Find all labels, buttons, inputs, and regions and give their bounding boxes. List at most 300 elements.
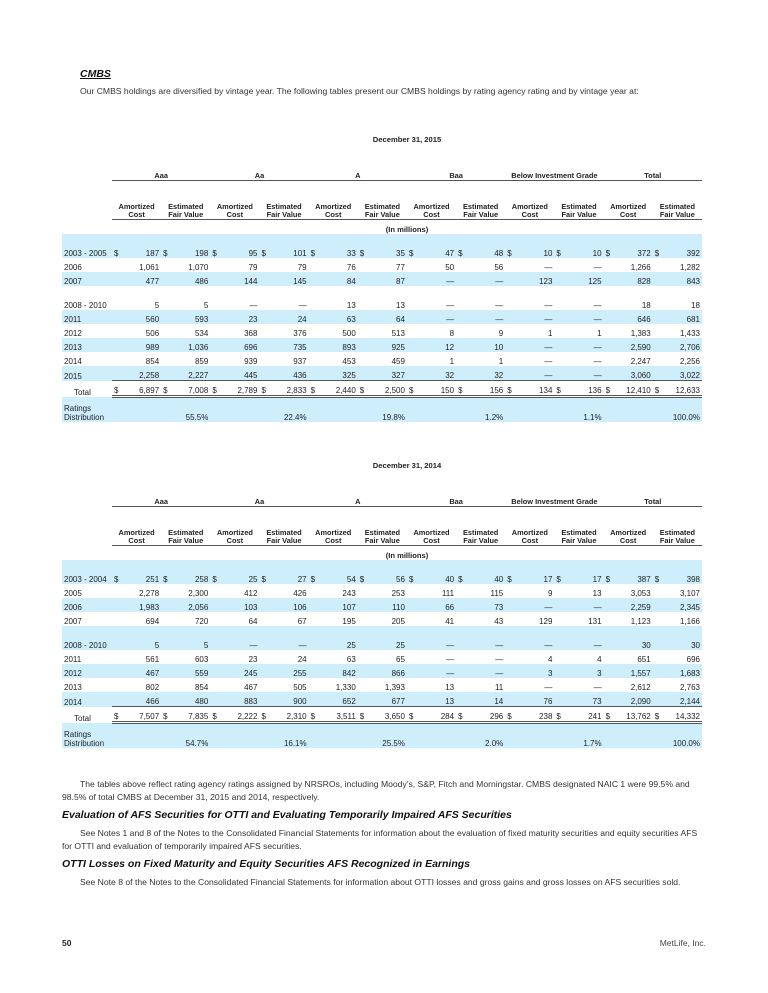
value: 2,833 xyxy=(286,386,307,395)
value-cell xyxy=(604,598,653,612)
value-cell xyxy=(505,598,554,612)
value: 1,266 xyxy=(630,263,651,272)
value: 14 xyxy=(494,697,504,706)
section-heading: CMBS xyxy=(80,68,111,80)
value: 372 xyxy=(637,249,651,258)
table-row xyxy=(62,258,702,272)
group-header-row xyxy=(62,144,702,181)
value: 2,227 xyxy=(188,371,209,380)
value: 2,789 xyxy=(237,386,258,395)
value-cell xyxy=(358,692,407,707)
value-cell xyxy=(358,338,407,352)
value-cell xyxy=(210,626,259,650)
value: 32 xyxy=(494,371,504,380)
value: — xyxy=(298,301,307,310)
dollar-sign: $ xyxy=(605,575,611,584)
row-label: Ratings Distribution xyxy=(62,723,112,749)
dollar-sign: $ xyxy=(212,712,217,721)
value: 2,256 xyxy=(679,357,700,366)
value-cell xyxy=(456,258,505,272)
value-cell xyxy=(554,324,603,338)
value: — xyxy=(593,301,602,310)
value-cell xyxy=(161,286,210,310)
value-cell xyxy=(456,664,505,678)
value-cell xyxy=(456,352,505,366)
value: 3,022 xyxy=(679,371,700,380)
value-cell xyxy=(653,272,702,286)
dollar-sign: $ xyxy=(310,575,316,584)
value: — xyxy=(446,301,455,310)
value-cell xyxy=(554,338,603,352)
dollar-sign: $ xyxy=(261,575,266,584)
value-cell xyxy=(653,258,702,272)
value-cell xyxy=(653,310,702,324)
value: 559 xyxy=(194,669,209,678)
value: 54 xyxy=(346,575,356,584)
value-cell xyxy=(259,584,308,598)
value-cell xyxy=(112,692,161,707)
value-cell xyxy=(554,286,603,310)
value-cell xyxy=(161,366,210,381)
value: 187 xyxy=(145,249,160,258)
value-cell xyxy=(456,310,505,324)
value-cell xyxy=(604,286,653,310)
value: 63 xyxy=(346,655,356,664)
dollar-sign: $ xyxy=(212,249,217,258)
value: 7,008 xyxy=(188,386,209,395)
value-cell xyxy=(554,612,603,626)
value-cell xyxy=(554,664,603,678)
value: 2,144 xyxy=(679,697,700,706)
value-cell xyxy=(604,338,653,352)
value-cell xyxy=(653,650,702,664)
value: 284 xyxy=(440,712,455,721)
value: 8 xyxy=(449,329,455,338)
value: — xyxy=(249,641,258,650)
value-cell xyxy=(456,584,505,598)
value: 67 xyxy=(297,617,307,626)
ratings-value: 1.1% xyxy=(554,397,603,423)
value-cell xyxy=(456,286,505,310)
value-cell xyxy=(259,707,308,723)
dollar-sign: $ xyxy=(163,249,168,258)
value-cell xyxy=(161,707,210,723)
value: — xyxy=(544,343,553,352)
value: 65 xyxy=(396,655,405,664)
value-cell xyxy=(456,560,505,584)
value: 134 xyxy=(539,386,553,395)
value: 1,036 xyxy=(188,343,209,352)
value: 486 xyxy=(194,277,209,286)
group-header: A xyxy=(309,470,407,507)
value: 7,835 xyxy=(188,712,209,721)
row-label: 2003 - 2005 xyxy=(62,234,112,258)
value-cell xyxy=(407,584,456,598)
ratings-value: 55.5% xyxy=(161,397,210,423)
value: — xyxy=(446,669,455,678)
value: 802 xyxy=(145,683,160,692)
value: 111 xyxy=(441,589,455,598)
value-cell xyxy=(161,664,210,678)
units-row xyxy=(62,220,702,235)
value-cell xyxy=(259,678,308,692)
column-header-estimated-fair-value: Estimated Fair Value xyxy=(161,181,210,220)
dollar-sign: $ xyxy=(261,386,266,395)
value: 17 xyxy=(592,575,602,584)
value-cell xyxy=(210,338,259,352)
value: 10 xyxy=(494,343,504,352)
value: 195 xyxy=(342,617,356,626)
total-row xyxy=(62,381,702,397)
value-cell xyxy=(604,707,653,723)
empty-cell xyxy=(112,397,161,423)
value: 3,053 xyxy=(630,589,651,598)
units-label: (In millions) xyxy=(385,225,429,234)
value-cell xyxy=(653,707,702,723)
value: 937 xyxy=(293,357,307,366)
value: 6,897 xyxy=(139,386,160,395)
value-cell xyxy=(112,612,161,626)
group-header: Aaa xyxy=(112,144,210,181)
row-label: 2006 xyxy=(64,263,82,272)
column-header-amortized-cost: Amortized Cost xyxy=(604,507,653,546)
value: 3,650 xyxy=(384,712,405,721)
value: 5 xyxy=(154,641,160,650)
value: 76 xyxy=(543,697,553,706)
value: 56 xyxy=(494,263,504,272)
value: 2,300 xyxy=(188,589,209,598)
dollar-sign: $ xyxy=(163,386,168,395)
value-cell xyxy=(161,324,210,338)
value: 603 xyxy=(194,655,209,664)
ratings-value: 100.0% xyxy=(653,397,702,423)
value-cell xyxy=(653,626,702,650)
value: 651 xyxy=(637,655,651,664)
value: 1,557 xyxy=(630,669,651,678)
value: 2,056 xyxy=(188,603,209,612)
table-row xyxy=(62,352,702,366)
value: 1,070 xyxy=(188,263,209,272)
value-cell xyxy=(309,707,358,723)
value: 866 xyxy=(391,669,405,678)
value: 238 xyxy=(539,712,553,721)
table-row xyxy=(62,324,702,338)
value: 843 xyxy=(686,277,700,286)
value-cell xyxy=(554,234,603,258)
value-cell xyxy=(456,272,505,286)
value-cell xyxy=(554,560,603,584)
value: 893 xyxy=(342,343,356,352)
value: 387 xyxy=(637,575,651,584)
value-cell xyxy=(210,598,259,612)
row-label: 2014 xyxy=(62,692,112,707)
group-header: Aaa xyxy=(112,470,210,507)
value-cell xyxy=(554,626,603,650)
value-cell xyxy=(505,366,554,381)
value: 480 xyxy=(194,697,209,706)
ratings-value: 100.0% xyxy=(653,723,702,749)
value-cell xyxy=(554,678,603,692)
value: — xyxy=(593,371,602,380)
column-header-estimated-fair-value: Estimated Fair Value xyxy=(259,181,308,220)
value: 1,393 xyxy=(384,683,405,692)
value-cell xyxy=(604,352,653,366)
value-cell xyxy=(161,678,210,692)
value-cell xyxy=(505,612,554,626)
row-label: 2012 xyxy=(64,329,82,338)
value: — xyxy=(544,641,553,650)
value-cell xyxy=(554,692,603,707)
value: 2,310 xyxy=(286,712,307,721)
value: 466 xyxy=(145,697,160,706)
table-row xyxy=(62,664,702,678)
value-cell xyxy=(604,310,653,324)
value: — xyxy=(593,641,602,650)
column-header-estimated-fair-value: Estimated Fair Value xyxy=(554,507,603,546)
value-cell xyxy=(161,310,210,324)
table-row xyxy=(62,234,702,258)
value: 76 xyxy=(346,263,356,272)
value: 2,278 xyxy=(139,589,160,598)
value-cell xyxy=(112,310,161,324)
value-cell xyxy=(505,381,554,397)
value: 1 xyxy=(547,329,553,338)
value-cell xyxy=(505,626,554,650)
cmbs-table-2015 xyxy=(62,130,702,422)
value-cell xyxy=(505,272,554,286)
value-cell xyxy=(604,324,653,338)
dollar-sign: $ xyxy=(359,249,365,258)
dollar-sign: $ xyxy=(458,575,463,584)
value: 48 xyxy=(494,249,504,258)
value: 103 xyxy=(244,603,258,612)
value: 14,332 xyxy=(675,712,700,721)
value: 253 xyxy=(391,589,405,598)
value: — xyxy=(446,655,455,664)
cmbs-table-2014 xyxy=(62,456,702,748)
spacer xyxy=(62,507,112,546)
column-header-estimated-fair-value: Estimated Fair Value xyxy=(358,181,407,220)
value: 63 xyxy=(346,315,356,324)
value-cell xyxy=(653,598,702,612)
dollar-sign: $ xyxy=(408,386,414,395)
units-row xyxy=(62,546,702,561)
spacer xyxy=(62,470,112,507)
dollar-sign: $ xyxy=(556,386,561,395)
value-cell xyxy=(653,584,702,598)
ratings-value: 16.1% xyxy=(259,723,308,749)
value-cell xyxy=(112,664,161,678)
empty-cell xyxy=(604,397,653,423)
value-cell xyxy=(161,612,210,626)
value: — xyxy=(495,655,504,664)
value-cell xyxy=(407,381,456,397)
value-cell xyxy=(161,560,210,584)
value-cell xyxy=(358,598,407,612)
company-name: MetLife, Inc. xyxy=(659,938,706,948)
value-cell xyxy=(505,234,554,258)
value: 534 xyxy=(194,329,209,338)
value: — xyxy=(544,357,553,366)
column-header-amortized-cost: Amortized Cost xyxy=(112,507,161,546)
value-cell xyxy=(259,258,308,272)
value-cell xyxy=(259,310,308,324)
value-cell xyxy=(407,234,456,258)
column-header-estimated-fair-value: Estimated Fair Value xyxy=(456,181,505,220)
value-cell xyxy=(358,352,407,366)
dollar-sign: $ xyxy=(556,249,561,258)
value: 3,107 xyxy=(679,589,700,598)
value: — xyxy=(495,669,504,678)
value-cell xyxy=(407,678,456,692)
value: 2,612 xyxy=(630,683,651,692)
column-header-estimated-fair-value: Estimated Fair Value xyxy=(554,181,603,220)
value-cell xyxy=(309,678,358,692)
spacer xyxy=(62,144,112,181)
value-cell xyxy=(407,692,456,707)
row-label: 2013 xyxy=(64,683,82,692)
value-cell xyxy=(407,366,456,381)
value: 79 xyxy=(297,263,307,272)
empty-cell xyxy=(505,397,554,423)
value: 1,330 xyxy=(335,683,356,692)
group-header: Aa xyxy=(210,470,308,507)
value-cell xyxy=(112,324,161,338)
value-cell xyxy=(505,707,554,723)
row-label: Total xyxy=(74,713,91,723)
value: 2,222 xyxy=(237,712,258,721)
value: 2,345 xyxy=(679,603,700,612)
value-cell xyxy=(505,650,554,664)
value-cell xyxy=(358,258,407,272)
value: 17 xyxy=(543,575,553,584)
column-header-amortized-cost: Amortized Cost xyxy=(604,181,653,220)
value-cell xyxy=(210,324,259,338)
value-cell xyxy=(210,234,259,258)
section-heading-otti-losses: OTTI Losses on Fixed Maturity and Equity Securities AFS Recognized in Earnings xyxy=(62,858,471,870)
value-cell xyxy=(653,352,702,366)
dollar-sign: $ xyxy=(605,249,611,258)
value-cell xyxy=(210,286,259,310)
value-cell xyxy=(358,664,407,678)
dollar-sign: $ xyxy=(163,712,168,721)
value: 25 xyxy=(396,641,405,650)
value-cell xyxy=(161,598,210,612)
value-cell xyxy=(259,286,308,310)
dollar-sign: $ xyxy=(114,386,119,395)
dollar-sign: $ xyxy=(507,575,512,584)
value-cell xyxy=(210,692,259,707)
value: 505 xyxy=(293,683,307,692)
value-cell xyxy=(259,664,308,678)
value-cell xyxy=(604,272,653,286)
value-cell xyxy=(505,338,554,352)
value-cell xyxy=(554,258,603,272)
dollar-sign: $ xyxy=(114,249,119,258)
dollar-sign: $ xyxy=(458,712,463,721)
value: 13 xyxy=(445,697,455,706)
value-cell xyxy=(259,692,308,707)
value: 12,410 xyxy=(626,386,651,395)
group-header: Below Investment Grade xyxy=(505,144,603,181)
value: 95 xyxy=(248,249,258,258)
value-cell xyxy=(604,650,653,664)
value: 1,123 xyxy=(630,617,651,626)
value-cell xyxy=(259,650,308,664)
ratings-value: 1.7% xyxy=(554,723,603,749)
value: 50 xyxy=(445,263,455,272)
row-label: Total xyxy=(74,387,91,397)
column-header-estimated-fair-value: Estimated Fair Value xyxy=(161,507,210,546)
value: 5 xyxy=(154,301,160,310)
value: 23 xyxy=(248,655,258,664)
value: 12 xyxy=(445,343,455,352)
value: 241 xyxy=(588,712,602,721)
value: 506 xyxy=(145,329,160,338)
value: 376 xyxy=(293,329,307,338)
value-cell xyxy=(407,626,456,650)
value-cell xyxy=(358,286,407,310)
value: 2,440 xyxy=(335,386,356,395)
value: 2,763 xyxy=(679,683,700,692)
row-label: 2008 - 2010 xyxy=(62,626,112,650)
empty-cell xyxy=(210,397,259,423)
dollar-sign: $ xyxy=(507,712,512,721)
dollar-sign: $ xyxy=(408,712,414,721)
value: 1,433 xyxy=(679,329,700,338)
value-cell xyxy=(210,707,259,723)
value: 40 xyxy=(494,575,504,584)
value-cell xyxy=(358,310,407,324)
value-cell xyxy=(554,598,603,612)
spacer xyxy=(62,456,112,470)
value-cell xyxy=(554,352,603,366)
value: 13 xyxy=(445,683,455,692)
value-cell xyxy=(653,324,702,338)
value: 255 xyxy=(293,669,307,678)
value-cell xyxy=(505,286,554,310)
value: 10 xyxy=(543,249,553,258)
value-cell xyxy=(358,707,407,723)
value: 9 xyxy=(498,329,504,338)
value: 23 xyxy=(248,315,258,324)
value-cell xyxy=(112,650,161,664)
value: 136 xyxy=(588,386,602,395)
tables-note: The tables above reflect rating agency ratings assigned by NRSROs, including Moody’s, S&P, Fitch and Morningstar. CMBS designated NAIC 1 were 99.5% and 98.5% of total CMBS at December 31, 2015 and 2014, respectively. xyxy=(62,779,690,802)
row-label: 2013 xyxy=(62,338,112,352)
row-label: Ratings Distribution xyxy=(62,397,112,423)
value-cell xyxy=(604,381,653,397)
value-cell xyxy=(407,612,456,626)
value: 392 xyxy=(686,249,700,258)
dollar-sign: $ xyxy=(556,575,561,584)
group-header: Total xyxy=(604,144,702,181)
value-cell xyxy=(112,584,161,598)
value: 854 xyxy=(145,357,160,366)
value-cell xyxy=(161,650,210,664)
value: 412 xyxy=(244,589,258,598)
value-cell xyxy=(505,352,554,366)
spacer xyxy=(62,130,112,144)
value-cell xyxy=(309,324,358,338)
value-cell xyxy=(554,366,603,381)
value-cell xyxy=(456,234,505,258)
value: 24 xyxy=(297,655,307,664)
value: 459 xyxy=(391,357,405,366)
value-cell xyxy=(604,626,653,650)
row-label: 2015 xyxy=(62,366,112,381)
value: — xyxy=(544,263,553,272)
